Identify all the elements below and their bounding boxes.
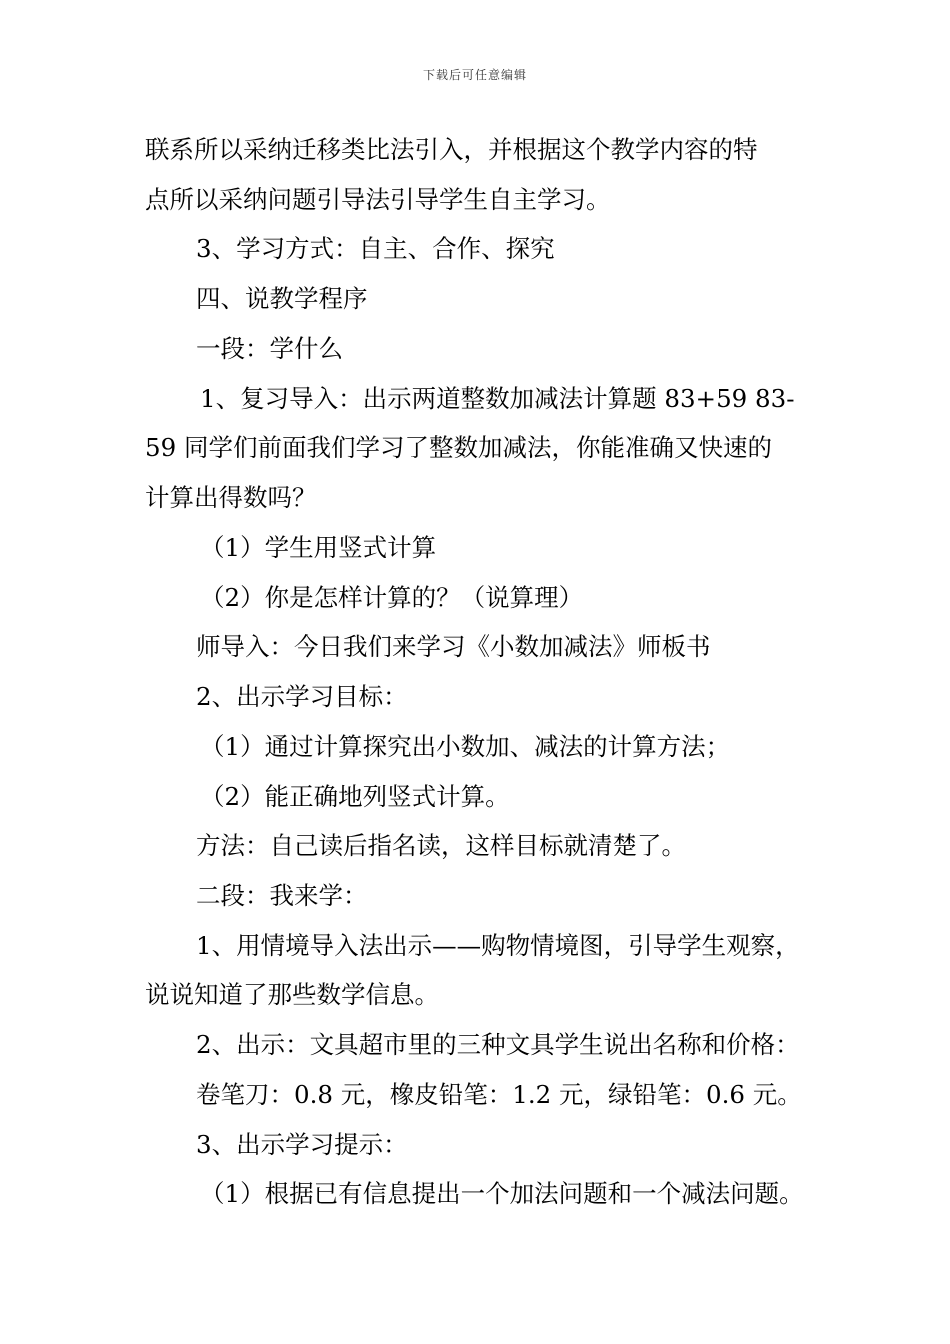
section-heading: 一段：学什么	[196, 334, 343, 363]
paragraph-line: 1、用情境导入法出示——购物情境图，引导学生观察，	[196, 931, 800, 960]
paragraph-line: 方法：自己读后指名读，这样目标就清楚了。	[196, 831, 686, 860]
list-item: （2）能正确地列竖式计算。	[200, 782, 510, 811]
paragraph-line: 说说知道了那些数学信息。	[145, 980, 439, 1009]
paragraph-line: 计算出得数吗？	[145, 483, 317, 512]
list-item: （2）你是怎样计算的？（说算理）	[200, 583, 584, 612]
paragraph-line: 3、学习方式：自主、合作、探究	[196, 234, 555, 263]
list-item: （1）通过计算探究出小数加、减法的计算方法；	[200, 732, 731, 761]
list-item: （1）根据已有信息提出一个加法问题和一个减法问题。	[200, 1179, 804, 1208]
section-heading: 二段：我来学：	[196, 881, 368, 910]
page-header: 下载后可任意编辑	[422, 68, 527, 82]
paragraph-line: 师导入：今日我们来学习《小数加减法》师板书	[196, 632, 711, 661]
paragraph-line: 3、出示学习提示：	[196, 1130, 408, 1159]
paragraph-line: 1、复习导入：出示两道整数加减法计算题 83+59 83-	[200, 384, 795, 413]
paragraph-line: 59 同学们前面我们学习了整数加减法，你能准确又快速的	[145, 433, 772, 462]
paragraph-line: 联系所以采纳迁移类比法引入，并根据这个教学内容的特	[145, 135, 758, 164]
paragraph-line: 2、出示：文具超市里的三种文具学生说出名称和价格：	[196, 1030, 800, 1059]
paragraph-line: 2、出示学习目标：	[196, 682, 408, 711]
list-item: （1）学生用竖式计算	[200, 533, 437, 562]
paragraph-line: 点所以采纳问题引导法引导学生自主学习。	[145, 185, 611, 214]
paragraph-line: 卷笔刀：0.8 元，橡皮铅笔：1.2 元，绿铅笔：0.6 元。	[196, 1080, 802, 1109]
section-heading: 四、说教学程序	[196, 284, 368, 313]
